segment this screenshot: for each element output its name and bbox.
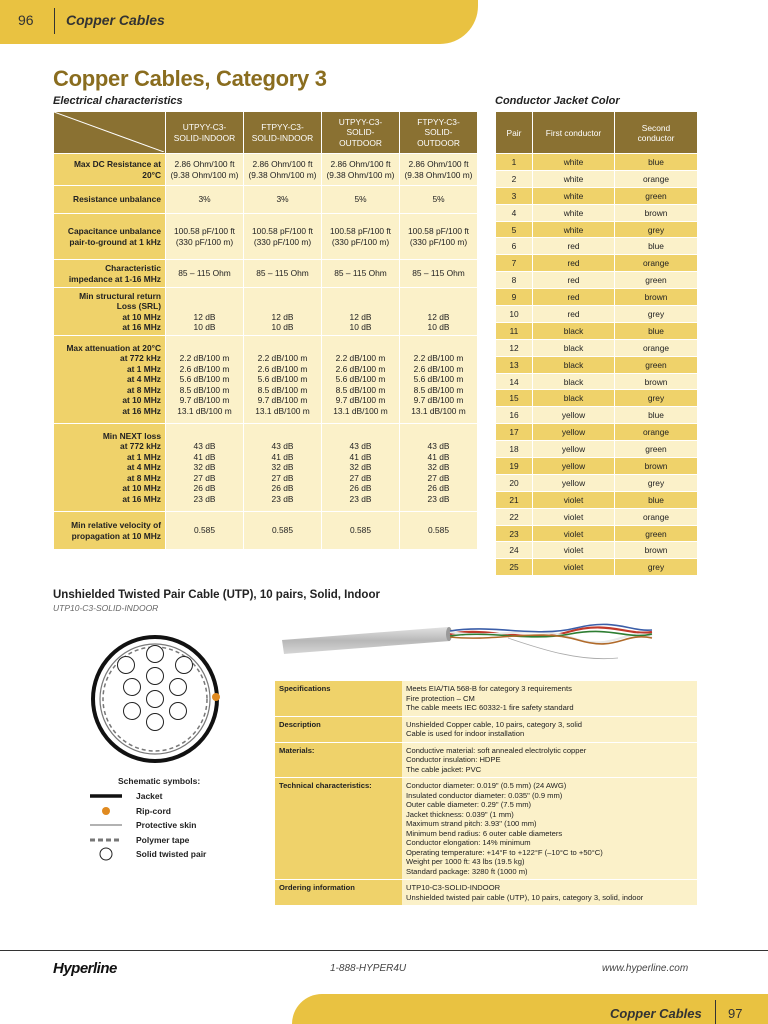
- jacket-cell: 8: [496, 272, 533, 289]
- row-value: 43 dB 41 dB 32 dB 27 dB 26 dB 23 dB: [400, 424, 478, 512]
- jacket-cell: 12: [496, 339, 533, 356]
- cable-illustration: [278, 622, 658, 672]
- jacket-cell: black: [533, 356, 615, 373]
- footer-tab: [0, 994, 768, 1024]
- electrical-row: [54, 288, 478, 336]
- jacket-cell: 15: [496, 390, 533, 407]
- jacket-cell: brown: [615, 204, 698, 221]
- jacket-cell: 24: [496, 542, 533, 559]
- row-value: 43 dB 41 dB 32 dB 27 dB 26 dB 23 dB: [244, 424, 322, 512]
- row-value: 100.58 pF/100 ft (330 pF/100 m): [244, 214, 322, 260]
- row-label: Max DC Resistance at 20°C: [54, 154, 166, 186]
- pair-left-lower: [124, 703, 141, 720]
- jacket-cell: red: [533, 289, 615, 306]
- page-number-right: 97: [728, 1006, 743, 1021]
- row-value: 2.2 dB/100 m 2.6 dB/100 m 5.6 dB/100 m 8.5 dB/100 m 9.7 dB/100 m 13.1 dB/100 m: [166, 336, 244, 424]
- row-value: 0.585: [322, 512, 400, 550]
- row-label: Max attenuation at 20°C at 772 kHz at 1 MHz at 4 MHz at 8 MHz at 10 MHz at 16 MHz: [54, 336, 166, 424]
- jacket-row: [496, 491, 698, 508]
- row-value: 2.2 dB/100 m 2.6 dB/100 m 5.6 dB/100 m 8.5 dB/100 m 9.7 dB/100 m 13.1 dB/100 m: [244, 336, 322, 424]
- pair-center: [147, 691, 164, 708]
- jacket-row: [496, 458, 698, 475]
- pair-outer-2: [176, 657, 193, 674]
- spec-row: [275, 778, 697, 880]
- header-tab: [0, 0, 478, 44]
- jacket-cell: white: [533, 170, 615, 187]
- jacket-cell: 10: [496, 306, 533, 323]
- jacket-row: [496, 238, 698, 255]
- jacket-cell: black: [533, 339, 615, 356]
- jacket-row: [496, 255, 698, 272]
- row-value: 5%: [400, 186, 478, 214]
- column-header-2: FTPYY-C3- SOLID-INDOOR: [244, 112, 322, 154]
- row-value: 43 dB 41 dB 32 dB 27 dB 26 dB 23 dB: [322, 424, 400, 512]
- spec-row: [275, 716, 697, 742]
- row-value: 85 – 115 Ohm: [322, 260, 400, 288]
- row-value: 100.58 pF/100 ft (330 pF/100 m): [400, 214, 478, 260]
- jacket-cell: blue: [615, 154, 698, 171]
- section-title: Copper Cables: [66, 12, 165, 28]
- jacket-cell: 13: [496, 356, 533, 373]
- jacket-cell: 2: [496, 170, 533, 187]
- row-value: 3%: [244, 186, 322, 214]
- page-number-left: 96: [18, 12, 34, 28]
- row-label: Min relative velocity of propagation at 10 MHz: [54, 512, 166, 550]
- pair-left-upper: [124, 679, 141, 696]
- jacket-cell: violet: [533, 525, 615, 542]
- jacket-cell: 4: [496, 204, 533, 221]
- column-header-4: FTPYY-C3- SOLID- OUTDOOR: [400, 112, 478, 154]
- cable-code: UTP10-C3-SOLID-INDOOR: [53, 603, 159, 613]
- row-value: 5%: [322, 186, 400, 214]
- row-value: 3%: [166, 186, 244, 214]
- electrical-row: [54, 512, 478, 550]
- jacket-cell: white: [533, 204, 615, 221]
- row-value: 2.86 Ohm/100 ft (9.38 Ohm/100 m): [166, 154, 244, 186]
- jacket-cell: 18: [496, 441, 533, 458]
- pair-right-upper: [170, 679, 187, 696]
- row-value: 100.58 pF/100 ft (330 pF/100 m): [166, 214, 244, 260]
- jacket-cell: 5: [496, 221, 533, 238]
- jacket-cell: orange: [615, 255, 698, 272]
- jacket-cell: 14: [496, 373, 533, 390]
- jacket-subtitle: Conductor Jacket Color: [495, 95, 620, 107]
- jacket-cell: red: [533, 272, 615, 289]
- jacket-cell: grey: [615, 221, 698, 238]
- pair-bottom: [147, 714, 164, 731]
- jacket-cell: black: [533, 373, 615, 390]
- spec-value: Conductor diameter: 0.019" (0.5 mm) (24 AWG) Insulated conductor diameter: 0.035" (0.9 mm) Outer cable diameter: 0.29" (7.5 mm) Jacket thickness: 0.039" (1 mm) Maximum strand pitch: 3.93" (100 mm) Minimum bend radius: 6 outer cable diameters Conductor elongation: 14% minimum Operating temperature: +14°F to +122°F (–10°C to +50°C) Weight per 1000 ft: 43 lbs (19.5 kg) Standard package: 3280 ft (1000 m): [402, 778, 697, 880]
- jacket-row: [496, 170, 698, 187]
- jacket-row: [496, 441, 698, 458]
- footer-divider: [715, 1000, 716, 1024]
- jacket-cell: blue: [615, 322, 698, 339]
- row-label: Characteristic impedance at 1-16 MHz: [54, 260, 166, 288]
- jacket-cell: orange: [615, 339, 698, 356]
- row-label: Resistance unbalance: [54, 186, 166, 214]
- legend-item-ripcord: Rip-cord: [88, 804, 206, 819]
- jacket-cell: orange: [615, 424, 698, 441]
- spec-key: Specifications: [275, 681, 402, 716]
- spec-value: Unshielded Copper cable, 10 pairs, category 3, solid Cable is used for indoor installation: [402, 716, 697, 742]
- jacket-cell: grey: [615, 390, 698, 407]
- jacket-header-2: First conductor: [533, 112, 615, 154]
- jacket-cell: yellow: [533, 441, 615, 458]
- row-label: Min NEXT loss at 772 kHz at 1 MHz at 4 MHz at 8 MHz at 10 MHz at 16 MHz: [54, 424, 166, 512]
- jacket-cell: violet: [533, 491, 615, 508]
- footer-website[interactable]: www.hyperline.com: [602, 963, 689, 974]
- column-header-3: UTPYY-C3- SOLID- OUTDOOR: [322, 112, 400, 154]
- jacket-row: [496, 474, 698, 491]
- jacket-cell: yellow: [533, 458, 615, 475]
- jacket-row: [496, 424, 698, 441]
- jacket-row: [496, 559, 698, 576]
- jacket-cell: 17: [496, 424, 533, 441]
- jacket-cell: blue: [615, 407, 698, 424]
- jacket-row: [496, 390, 698, 407]
- cable-title: Unshielded Twisted Pair Cable (UTP), 10 pairs, Solid, Indoor: [53, 589, 380, 601]
- jacket-row: [496, 204, 698, 221]
- jacket-cell: brown: [615, 542, 698, 559]
- jacket-row: [496, 373, 698, 390]
- footer-section-title: Copper Cables: [610, 1006, 702, 1021]
- schematic-legend: [88, 776, 206, 862]
- jacket-cell: green: [615, 441, 698, 458]
- jacket-cell: 9: [496, 289, 533, 306]
- electrical-table: [53, 111, 478, 550]
- electrical-row: [54, 186, 478, 214]
- jacket-cell: yellow: [533, 474, 615, 491]
- row-value: 2.86 Ohm/100 ft (9.38 Ohm/100 m): [244, 154, 322, 186]
- rip-cord-dot: [212, 693, 220, 701]
- jacket-cell: black: [533, 390, 615, 407]
- jacket-cell: 23: [496, 525, 533, 542]
- legend-item-twisted-pair: Solid twisted pair: [88, 847, 206, 862]
- row-value: 0.585: [166, 512, 244, 550]
- jacket-row: [496, 407, 698, 424]
- spec-key: Description: [275, 716, 402, 742]
- row-value: 100.58 pF/100 ft (330 pF/100 m): [322, 214, 400, 260]
- jacket-row: [496, 306, 698, 323]
- jacket-cell: red: [533, 306, 615, 323]
- jacket-cell: 21: [496, 491, 533, 508]
- jacket-row: [496, 289, 698, 306]
- jacket-cell: green: [615, 356, 698, 373]
- jacket-cell: white: [533, 221, 615, 238]
- jacket-cell: 7: [496, 255, 533, 272]
- row-value: 2.86 Ohm/100 ft (9.38 Ohm/100 m): [322, 154, 400, 186]
- jacket-header-3: Second conductor: [615, 112, 698, 154]
- footer-rule: [0, 950, 768, 951]
- jacket-color-table: [495, 111, 698, 576]
- row-value: 85 – 115 Ohm: [244, 260, 322, 288]
- electrical-row: [54, 154, 478, 186]
- corner-diagonal: [54, 112, 164, 152]
- jacket-cell: brown: [615, 373, 698, 390]
- jacket-cell: brown: [615, 458, 698, 475]
- row-value: 2.86 Ohm/100 ft (9.38 Ohm/100 m): [400, 154, 478, 186]
- electrical-row: [54, 260, 478, 288]
- jacket-cell: green: [615, 187, 698, 204]
- table-corner: [54, 112, 166, 154]
- jacket-cell: red: [533, 255, 615, 272]
- jacket-cell: orange: [615, 170, 698, 187]
- electrical-row: [54, 424, 478, 512]
- pair-outer-1: [118, 657, 135, 674]
- jacket-row: [496, 525, 698, 542]
- jacket-cell: orange: [615, 508, 698, 525]
- legend-item-jacket: Jacket: [136, 791, 163, 802]
- header-divider: [54, 8, 55, 34]
- row-value: 85 – 115 Ohm: [400, 260, 478, 288]
- row-value: 12 dB 10 dB: [322, 288, 400, 336]
- jacket-cell: 22: [496, 508, 533, 525]
- spec-row: [275, 681, 697, 716]
- brand-logo: Hyperline: [53, 960, 117, 977]
- spec-value: Conductive material: soft annealed electrolytic copper Conductor insulation: HDPE The cable jacket: PVC: [402, 742, 697, 778]
- jacket-row: [496, 272, 698, 289]
- spec-key: Technical characteristics:: [275, 778, 402, 880]
- jacket-cell: white: [533, 187, 615, 204]
- legend-title: Schematic symbols:: [118, 776, 201, 786]
- cable-cross-section: [80, 634, 230, 764]
- jacket-cell: 19: [496, 458, 533, 475]
- spec-value: UTP10-C3-SOLID-INDOOR Unshielded twisted pair cable (UTP), 10 pairs, category 3, solid, indoor: [402, 880, 697, 906]
- jacket-cell: black: [533, 322, 615, 339]
- electrical-row: [54, 214, 478, 260]
- column-header-1: UTPYY-C3- SOLID-INDOOR: [166, 112, 244, 154]
- electrical-subtitle: Electrical characteristics: [53, 95, 183, 107]
- pair-outer-3: [147, 646, 164, 663]
- spec-row: [275, 880, 697, 906]
- jacket-cell: yellow: [533, 407, 615, 424]
- jacket-row: [496, 339, 698, 356]
- jacket-row: [496, 154, 698, 171]
- jacket-cell: white: [533, 154, 615, 171]
- jacket-cell: 3: [496, 187, 533, 204]
- jacket-cell: violet: [533, 542, 615, 559]
- jacket-cell: yellow: [533, 424, 615, 441]
- jacket-cell: 25: [496, 559, 533, 576]
- legend-item-polymer-tape: Polymer tape: [136, 834, 190, 845]
- jacket-cell: blue: [615, 491, 698, 508]
- row-value: 12 dB 10 dB: [400, 288, 478, 336]
- pair-right-lower: [170, 703, 187, 720]
- spec-key: Ordering information: [275, 880, 402, 906]
- jacket-cell: 20: [496, 474, 533, 491]
- specifications-table: [275, 681, 697, 906]
- jacket-cell: grey: [615, 306, 698, 323]
- row-value: 85 – 115 Ohm: [166, 260, 244, 288]
- jacket-cell: green: [615, 525, 698, 542]
- jacket-row: [496, 356, 698, 373]
- jacket-cell: grey: [615, 474, 698, 491]
- row-value: 43 dB 41 dB 32 dB 27 dB 26 dB 23 dB: [166, 424, 244, 512]
- jacket-cell: red: [533, 238, 615, 255]
- jacket-cell: 16: [496, 407, 533, 424]
- jacket-cell: green: [615, 272, 698, 289]
- jacket-row: [496, 542, 698, 559]
- legend-item-protective-skin: Protective skin: [136, 820, 197, 831]
- jacket-cell: 11: [496, 322, 533, 339]
- row-value: 2.2 dB/100 m 2.6 dB/100 m 5.6 dB/100 m 8.5 dB/100 m 9.7 dB/100 m 13.1 dB/100 m: [322, 336, 400, 424]
- spec-key: Materials:: [275, 742, 402, 778]
- footer-phone: 1-888-HYPER4U: [330, 963, 407, 974]
- row-value: 12 dB 10 dB: [244, 288, 322, 336]
- jacket-cell: blue: [615, 238, 698, 255]
- jacket-header-1: Pair: [496, 112, 533, 154]
- pair-top: [147, 668, 164, 685]
- jacket-cell: 1: [496, 154, 533, 171]
- electrical-row: [54, 336, 478, 424]
- spec-value: Meets EIA/TIA 568-B for category 3 requirements Fire protection – CM The cable meets IEC 60332-1 fire safety standard: [402, 681, 697, 716]
- page-title: Copper Cables, Category 3: [53, 66, 327, 91]
- jacket-row: [496, 508, 698, 525]
- row-value: 0.585: [244, 512, 322, 550]
- jacket-row: [496, 221, 698, 238]
- row-value: 0.585: [400, 512, 478, 550]
- jacket-cell: 6: [496, 238, 533, 255]
- jacket-cell: violet: [533, 508, 615, 525]
- row-label: Capacitance unbalance pair-to-ground at 1 kHz: [54, 214, 166, 260]
- jacket-row: [496, 322, 698, 339]
- row-label: Min structural return Loss (SRL) at 10 MHz at 16 MHz: [54, 288, 166, 336]
- spec-row: [275, 742, 697, 778]
- jacket-cell: grey: [615, 559, 698, 576]
- row-value: 2.2 dB/100 m 2.6 dB/100 m 5.6 dB/100 m 8.5 dB/100 m 9.7 dB/100 m 13.1 dB/100 m: [400, 336, 478, 424]
- jacket-cell: brown: [615, 289, 698, 306]
- jacket-row: [496, 187, 698, 204]
- jacket-cell: violet: [533, 559, 615, 576]
- row-value: 12 dB 10 dB: [166, 288, 244, 336]
